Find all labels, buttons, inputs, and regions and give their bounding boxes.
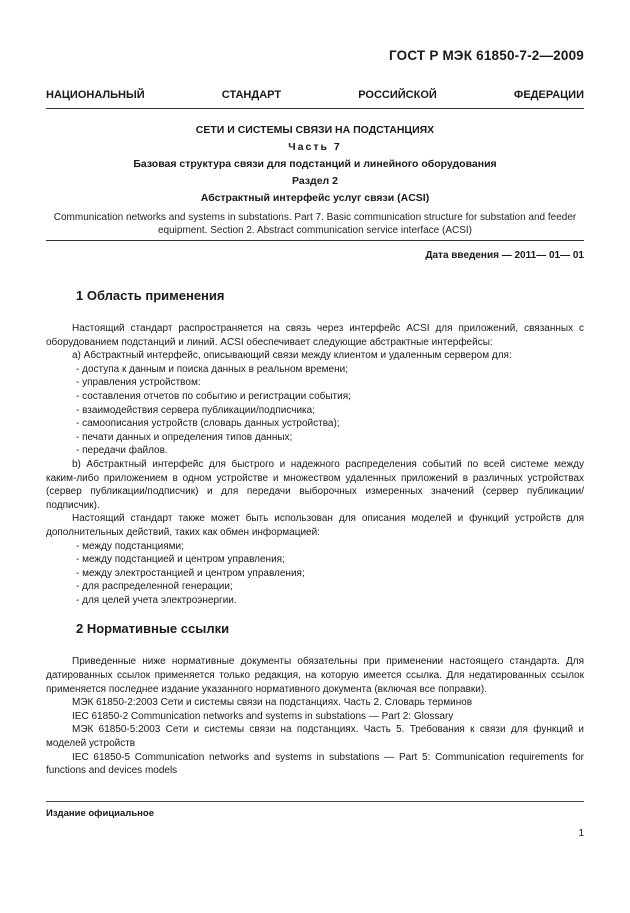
section-1-heading: 1 Область применения	[76, 288, 225, 303]
list-item: - передачи файлов.	[76, 445, 168, 457]
title-part: Часть 7	[288, 141, 342, 153]
title-line-3: Абстрактный интерфейс услуг связи (ACSI)	[200, 192, 430, 204]
list-item: - между подстанцией и центром управления;	[76, 554, 285, 566]
list-item: - взаимодействия сервера публикации/подписчика;	[76, 404, 315, 416]
english-title: Communication networks and systems in substations. Part 7. Basic communication structure for substation and feeder equipment. Section 2. Abstract communication service interface (ACSI)	[53, 212, 577, 236]
list-item: - доступа к данным и поиска данных в реальном времени;	[76, 363, 348, 375]
title-line-1: СЕТИ И СИСТЕМЫ СВЯЗИ НА ПОДСТАНЦИЯХ	[195, 124, 435, 136]
footer-rule	[46, 801, 584, 802]
section-1-paragraph-1: Настоящий стандарт распространяется на связь через интерфейс ACSI для приложений, связанных с оборудованием подстанций и линий. ACSI обеспечивает следующие абстрактные интерфейсы:	[46, 323, 584, 348]
normative-reference: МЭК 61850-5:2003 Сети и системы связи на подстанциях. Часть 5. Требования к связи для функций и моделей устройств	[46, 724, 584, 750]
header-rule	[46, 108, 584, 109]
document-body	[46, 288, 584, 778]
national-standard-banner: НАЦИОНАЛЬНЫЙ СТАНДАРТ РОССИЙСКОЙ ФЕДЕРАЦИИ	[46, 89, 584, 101]
normative-reference: IEC 61850-2 Communication networks and systems in substations — Part 2: Glossary	[72, 710, 454, 722]
section-2-heading: 2 Нормативные ссылки	[76, 621, 230, 637]
section-1-paragraph-2: Настоящий стандарт также может быть использован для описания моделей и функций устройств для дополнительных действий, таких как обмен информацией:	[46, 513, 584, 538]
title-section: Раздел 2	[292, 175, 338, 187]
list-item: - для распределенной генерации;	[76, 581, 233, 593]
normative-reference: МЭК 61850-2:2003 Сети и системы связи на подстанциях. Часть 2. Словарь терминов	[72, 697, 473, 709]
item-a: а) Абстрактный интерфейс, описывающий связи между клиентом и удаленным сервером для:	[72, 350, 512, 362]
list-item: - для целей учета электроэнергии.	[76, 594, 237, 606]
page-number: 1	[578, 828, 584, 839]
list-item: - управления устройством:	[76, 377, 201, 389]
item-b: b) Абстрактный интерфейс для быстрого и надежного распределения событий по всей системе между каким-либо приложением в одном устройстве и множеством удаленных приложений в различных устройствах (сервер публикации/подписчик) и для передачи выборочных измеренных значений (сервер публикации/подписчик).	[46, 458, 584, 511]
list-item: - составления отчетов по событию и регистрации события;	[76, 390, 351, 402]
title-rule	[46, 240, 584, 241]
introduction-date: Дата введения — 2011— 01— 01	[425, 250, 584, 261]
standard-number: ГОСТ Р МЭК 61850-7-2—2009	[388, 48, 584, 63]
normative-reference: IEC 61850-5 Communication networks and systems in substations — Part 5: Communication requirements for functions and devices models	[46, 751, 584, 777]
title-block	[46, 122, 584, 247]
list-item: - самоописания устройств (словарь данных устройства);	[76, 418, 340, 430]
title-line-2: Базовая структура связи для подстанций и линейного оборудования	[133, 158, 497, 170]
list-item: - между электростанцией и центром управления;	[76, 567, 305, 579]
list-item: - между подстанциями;	[76, 540, 184, 552]
official-edition-label: Издание официальное	[46, 808, 154, 819]
list-item: - печати данных и определения типов данных;	[76, 431, 293, 443]
section-2-paragraph-1: Приведенные ниже нормативные документы обязательны при применении настоящего стандарта. Для датированных ссылок применяется только редакция, на которую имеется ссылка. Для недатированных ссылок применяется последнее издание указанного нормативного документа (включая все поправки).	[46, 656, 584, 695]
